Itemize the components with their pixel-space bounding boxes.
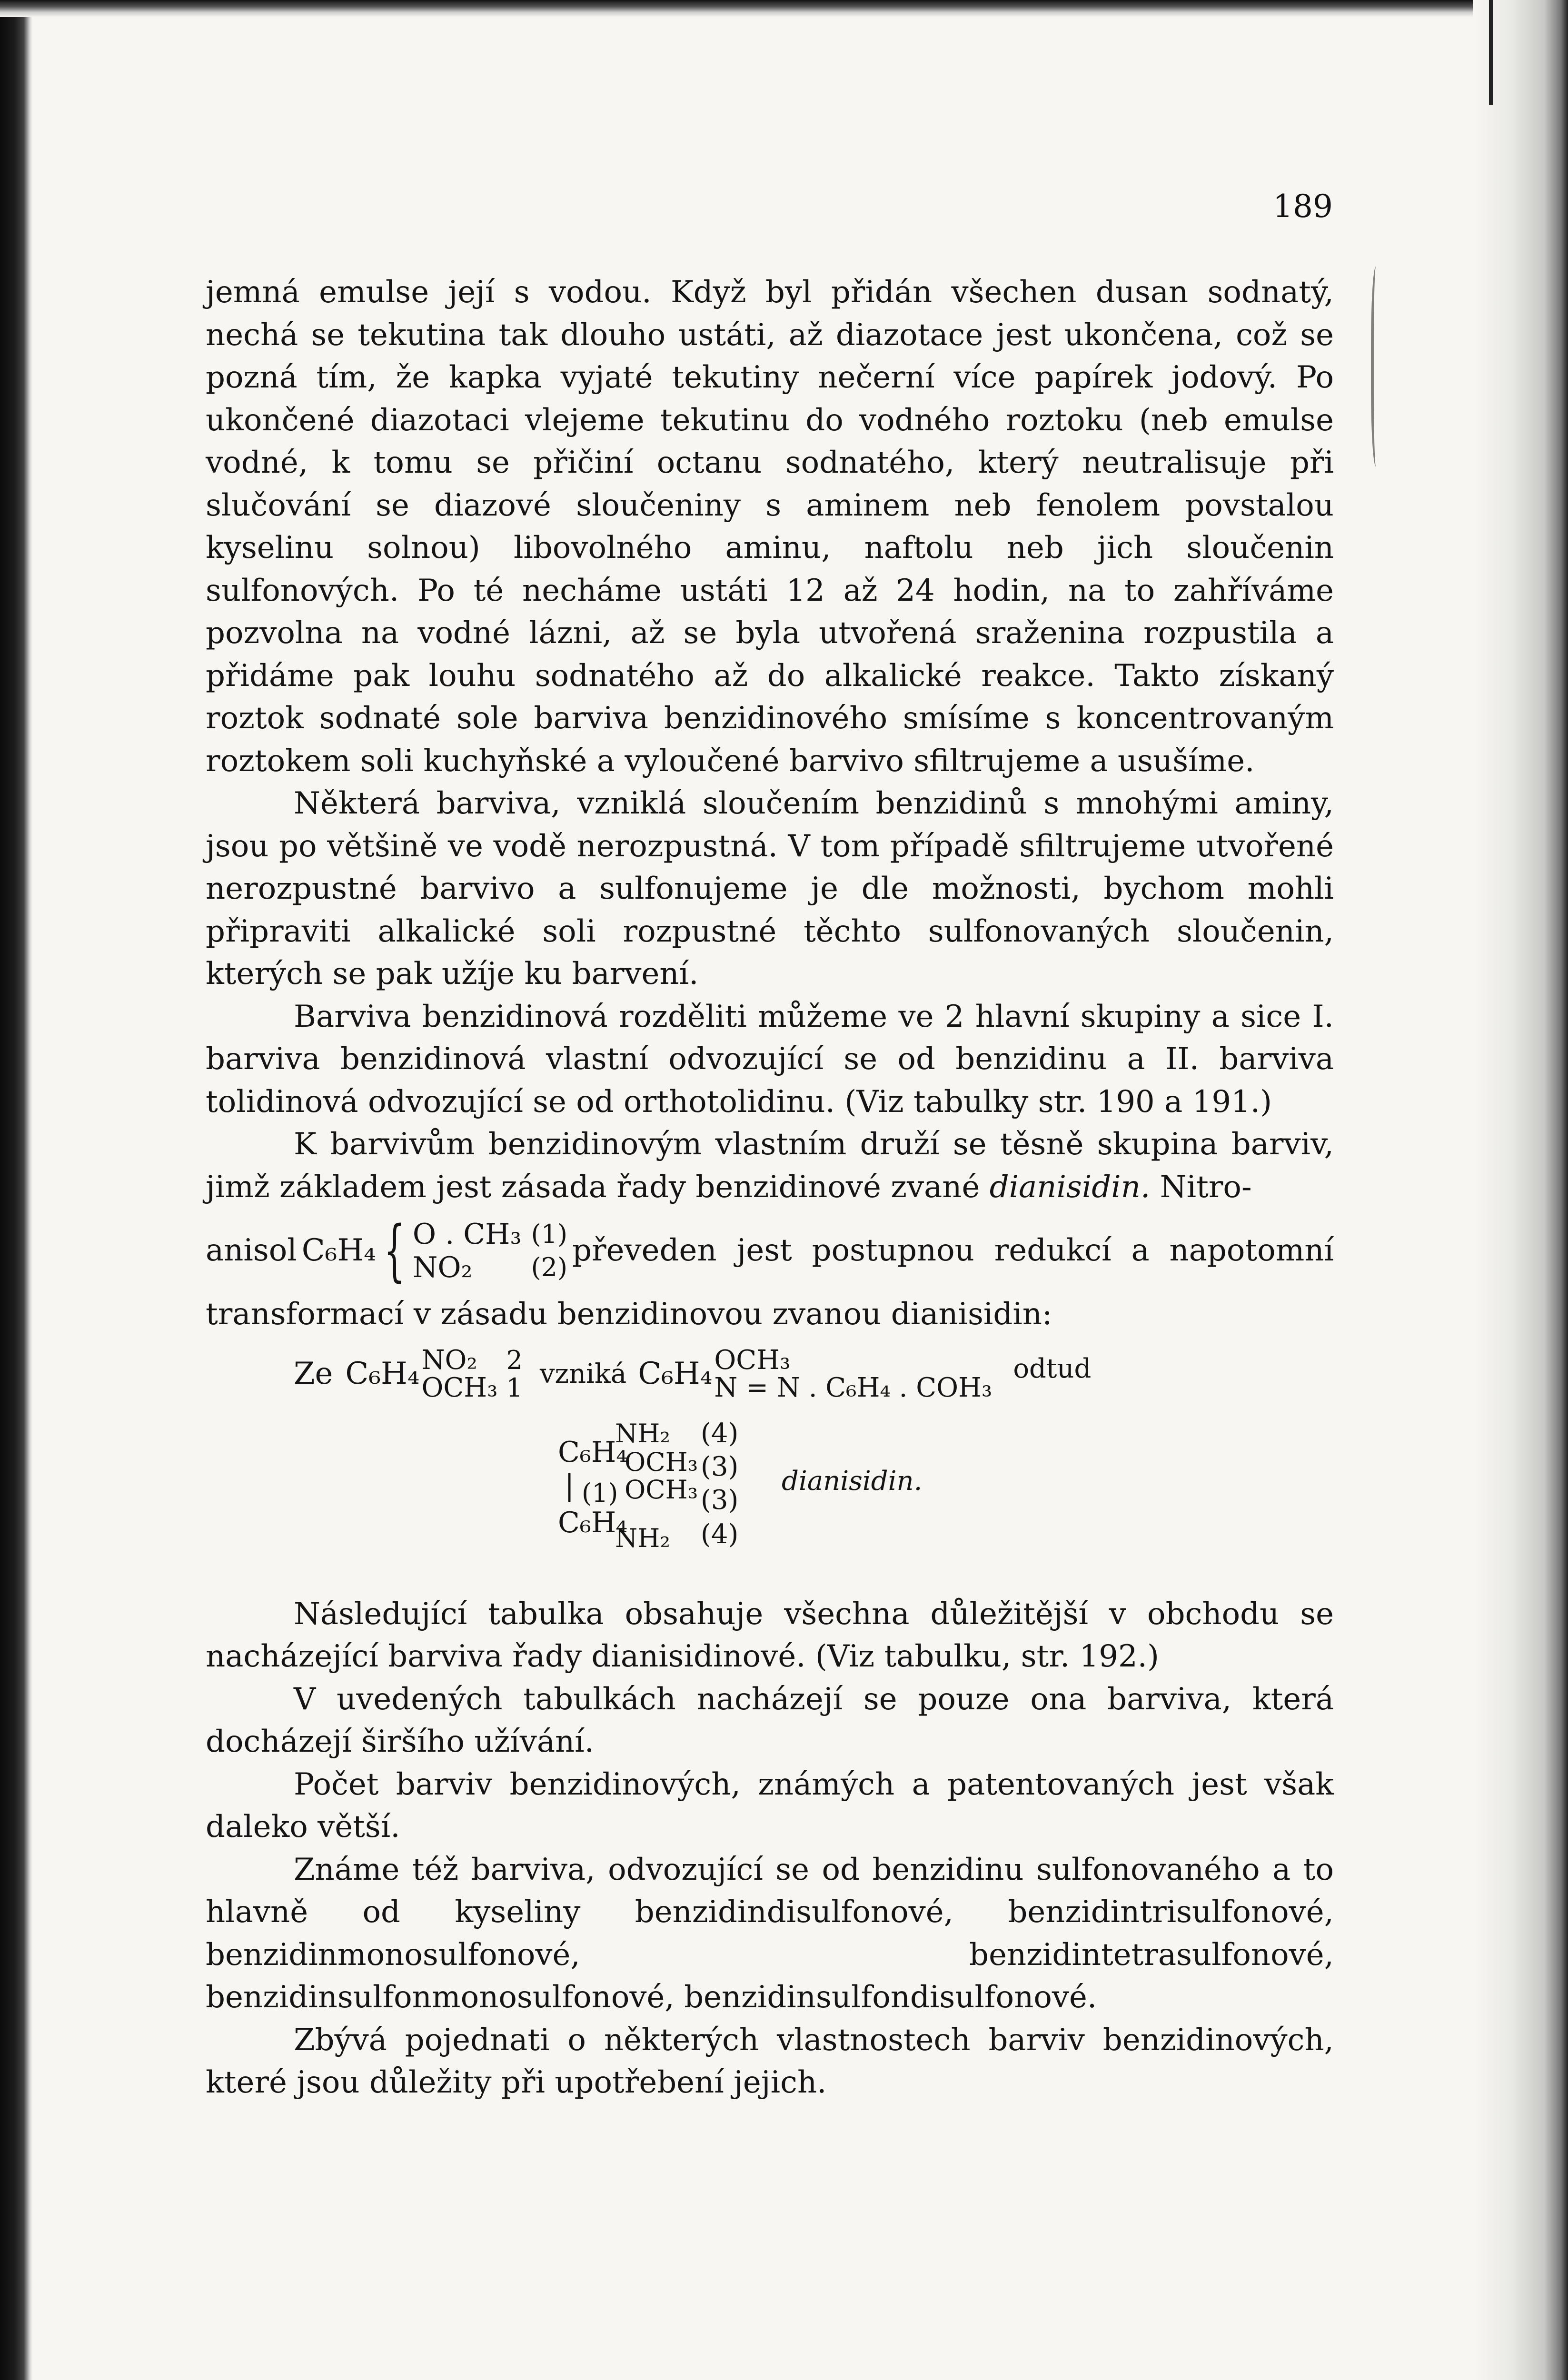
- reaction-right-base: C₆H₄: [638, 1356, 713, 1391]
- scan-edge-right: [1473, 0, 1568, 2380]
- nitroanisol-n-bottom: (2): [531, 1252, 568, 1282]
- body-text: [206, 271, 1334, 2104]
- dianisidin-nh2-top: NH₂: [615, 1418, 670, 1448]
- margin-bracket-mark: [1371, 267, 1383, 466]
- reaction-right-top: OCH₃: [714, 1344, 791, 1376]
- nitroanisol-word: anisol: [206, 1233, 297, 1269]
- dianisidin-och3-bottom: OCH₃: [625, 1474, 698, 1505]
- dianisidin-n2: (3): [701, 1451, 739, 1482]
- paragraph-2: Některá barviva, vzniklá sloučením benzidinů s mnohými aminy, jsou po většině ve vodě nerozpustná. V tom případě sfiltrujeme utvořené nerozpustné barvivo a sulfonujeme je dle možnosti, bychom mohli připraviti alkalické soli rozpustné těchto sulfonovaných sloučenin, kterých se pak užíje ku barvení.: [206, 786, 1334, 992]
- nitroanisol-n-top: (1): [531, 1219, 568, 1249]
- nitroanisol-tail: převeden jest postupnou redukcí a napotomní: [572, 1233, 1334, 1269]
- dianisidin-nh2-bottom: NH₂: [615, 1523, 670, 1553]
- reaction-right-bottom: N = N . C₆H₄ . COH₃: [714, 1372, 992, 1403]
- paragraph-4-text: K barvivům benzidinovým vlastním druží se těsně skupina barviv, jimž základem jest zásada řady benzidinové zvané: [206, 1127, 1334, 1205]
- reaction-left-groups: [421, 1344, 498, 1403]
- dianisidin-c6h4-top: C₆H₄: [558, 1435, 628, 1469]
- nitroanisol-formula: [301, 1212, 568, 1289]
- reaction-ze: Ze: [294, 1356, 333, 1391]
- paragraph-4-end: transformací v zásadu benzidinovou zvanou dianisidin:: [206, 1297, 1052, 1332]
- dianisidin-label: dianisidin.: [782, 1465, 923, 1497]
- paragraph-3: Barviva benzidinová rozděliti můžeme ve 2 hlavní skupiny a sice I. barviva benzidinová vlastní odvozující se od benzidinu a II. barviva tolidinová odvozující se od orthotolidinu. (Viz tabulky str. 190 a 191.): [206, 999, 1334, 1120]
- scan-edge-mark: [1489, 0, 1493, 105]
- dianisidin-och3-top: OCH₃: [625, 1447, 698, 1477]
- paragraph-7: Počet barviv benzidinových, známých a patentovaných jest však daleko větší.: [206, 1766, 1334, 1844]
- dianisidin-bond: |: [565, 1468, 575, 1502]
- paragraph-5: Následující tabulka obsahuje všechna důležitější v obchodu se nacházející barviva řady dianisidinové. (Viz tabulku, str. 192.): [206, 1596, 1334, 1674]
- reaction-left-base: C₆H₄: [345, 1356, 420, 1391]
- reaction-vznika: vzniká: [539, 1358, 627, 1389]
- paragraph-9: Zbývá pojednati o některých vlastnostech barviv benzidinových, které jsou důležity při upotřebení jejich.: [206, 2022, 1334, 2100]
- nitroanisol-base: C₆H₄: [301, 1233, 376, 1269]
- reaction-left-n-bottom: 1: [506, 1372, 523, 1403]
- reaction-line: [206, 1336, 1334, 1412]
- scan-edge-left: [0, 0, 32, 2380]
- dianisidin-n4: (4): [701, 1518, 739, 1550]
- reaction-left-bottom: OCH₃: [421, 1372, 498, 1403]
- reaction-left-positions: [506, 1347, 522, 1402]
- paragraph-4: [206, 1123, 1334, 1209]
- paragraph-4-nitro: Nitro-: [1160, 1169, 1252, 1205]
- nitroanisol-top: O . CH₃: [412, 1218, 522, 1251]
- dianisidin-n3: (3): [701, 1484, 739, 1516]
- reaction-odtud: odtud: [1013, 1353, 1092, 1384]
- paragraph-1: jemná emulse její s vodou. Když byl přidán všechen dusan sodnatý, nechá se tekutina tak dlouho ustáti, až diazotace jest ukončena, což se pozná tím, že kapka vyjaté tekutiny nečerní více papírek jodový. Po ukončené diazotaci vlejeme tekutinu do vodného roztoku (neb emulse vodné, k tomu se přičiní octanu sodnatého, který neutralisuje při slučování se diazové sloučeniny s aminem neb fenolem povstalou kyselinu solnou) libovolného aminu, naftolu neb jich sloučenin sulfonových. Po té necháme ustáti 12 až 24 hodin, na to zahříváme pozvolna na vodné lázni, až se byla utvořená sraženina rozpustila a přidáme pak louhu sodnatého až do alkalické reakce. Takto získaný roztok sodnaté sole barviva benzidinového smísíme s koncentrovaným roztokem soli kuchyňské a vyloučené barvivo sfiltrujeme a usušíme.: [206, 275, 1334, 779]
- dianisidin-formula: [558, 1412, 1334, 1593]
- scan-edge-top: [0, 0, 1568, 17]
- nitroanisol-line: [206, 1209, 1334, 1293]
- term-dianisidin: dianisidin.: [989, 1169, 1151, 1205]
- dianisidin-n1: (4): [701, 1418, 739, 1449]
- nitroanisol-positions: [531, 1218, 568, 1284]
- paragraph-8: Známe též barviva, odvozující se od benzidinu sulfonovaného a to hlavně od kyseliny benzidindisulfonové, benzidintrisulfonové, benzidinmonosulfonové, benzidintetrasulfonové, benzidinsulfonmonosulfonové, benzidinsulfondisulfonové.: [206, 1852, 1334, 2015]
- reaction-left-n-top: 2: [506, 1345, 523, 1375]
- paragraph-6: V uvedených tabulkách nacházejí se pouze ona barviva, která docházejí širšího užívání.: [206, 1681, 1334, 1759]
- dianisidin-pos1: (1): [582, 1478, 618, 1508]
- dianisidin-c6h4-bottom: C₆H₄: [558, 1506, 628, 1539]
- reaction-right-groups: [714, 1344, 992, 1403]
- reaction-left-top: NO₂: [421, 1344, 477, 1376]
- nitroanisol-groups: [413, 1218, 522, 1284]
- page-number: 189: [1273, 188, 1333, 225]
- brace-icon: {: [384, 1212, 405, 1289]
- nitroanisol-bottom: NO₂: [412, 1251, 473, 1284]
